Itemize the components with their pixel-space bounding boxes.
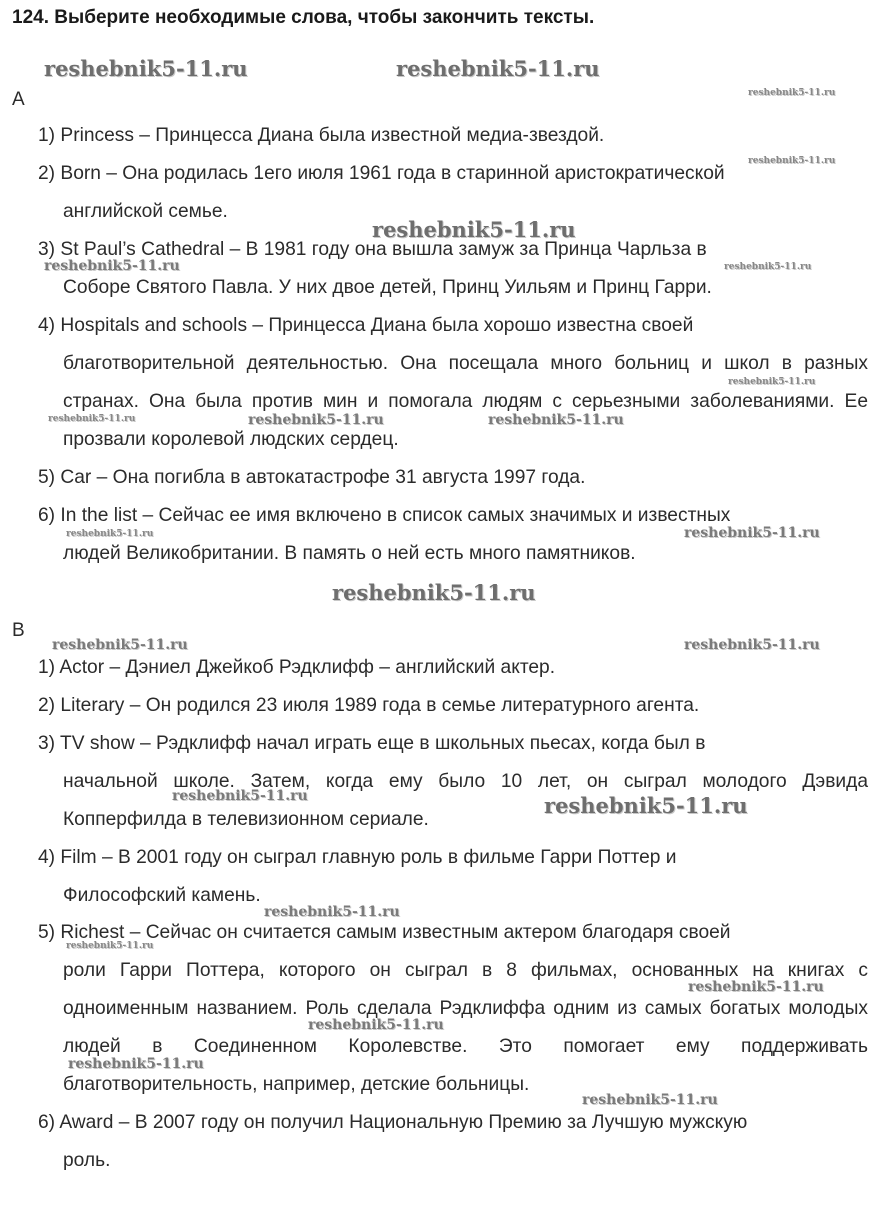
watermark: reshebnik5-11.ru bbox=[684, 525, 820, 541]
watermark: reshebnik5-11.ru bbox=[688, 979, 824, 995]
watermark: reshebnik5-11.ru bbox=[264, 904, 400, 920]
watermark: reshebnik5-11.ru bbox=[582, 1092, 718, 1108]
section-b-item-4: 4) Film – В 2001 году он сыграл главную роль в фильме Гарри Поттер и Философский камень. bbox=[38, 847, 677, 906]
section-a-item-2: 2) Born – Она родилась 1его июля 1961 года в старинной аристократической английской семье. bbox=[38, 163, 725, 222]
section-a-item-6: 6) In the list – Сейчас ее имя включено в список самых значимых и известных людей Великобритании. В память о ней есть много памятников. bbox=[38, 505, 731, 564]
watermark: reshebnik5-11.ru bbox=[372, 217, 576, 242]
watermark: reshebnik5-11.ru bbox=[332, 580, 536, 605]
watermark: reshebnik5-11.ru bbox=[748, 156, 836, 166]
watermark: reshebnik5-11.ru bbox=[48, 414, 136, 424]
watermark: reshebnik5-11.ru bbox=[248, 412, 384, 428]
section-b-item-3: 3) TV show – Рэдклифф начал играть еще в школьных пьесах, когда был в начальной школе. Затем, когда ему было 10 лет, он сыграл молодого Дэвида Копперфилда в телевизионном сериале. bbox=[38, 733, 868, 830]
section-a-item-5: 5) Car – Она погибла в автокатастрофе 31 августа 1997 года. bbox=[38, 467, 586, 488]
section-b-item-1: 1) Actor – Дэниел Джейкоб Рэдклифф – английский актер. bbox=[38, 657, 556, 678]
watermark: reshebnik5-11.ru bbox=[52, 637, 188, 653]
section-b-item-2: 2) Literary – Он родился 23 июля 1989 года в семье литературного агента. bbox=[38, 695, 700, 716]
watermark: reshebnik5-11.ru bbox=[396, 56, 600, 81]
watermark: reshebnik5-11.ru bbox=[68, 1056, 204, 1072]
watermark: reshebnik5-11.ru bbox=[66, 941, 154, 951]
section-a-item-4: 4) Hospitals and schools – Принцесса Диана была хорошо известна своей благотворительной деятельностью. Она посещала много больниц и школ в разных странах. Она была против мин и помогала людям с серьезными заболеваниями. Ее прозвали королевой людских сердец. bbox=[38, 315, 868, 450]
watermark: reshebnik5-11.ru bbox=[66, 529, 154, 539]
watermark: reshebnik5-11.ru bbox=[488, 412, 624, 428]
watermark: reshebnik5-11.ru bbox=[728, 377, 816, 387]
section-a-item-1: 1) Princess – Принцесса Диана была известной медиа-звездой. bbox=[38, 125, 605, 146]
watermark: reshebnik5-11.ru bbox=[748, 88, 836, 98]
section-a-item-3: 3) St Paul’s Cathedral – В 1981 году она вышла замуж за Принца Чарльза в Соборе Святого Павла. У них двое детей, Принц Уильям и Принц Гарри. bbox=[38, 239, 712, 298]
watermark: reshebnik5-11.ru bbox=[724, 262, 812, 272]
watermark: reshebnik5-11.ru bbox=[44, 56, 248, 81]
section-a-label: A bbox=[12, 89, 25, 110]
watermark: reshebnik5-11.ru bbox=[172, 788, 308, 804]
watermark: reshebnik5-11.ru bbox=[44, 258, 180, 274]
section-b-item-6: 6) Award – В 2007 году он получил Национальную Премию за Лучшую мужскую роль. bbox=[38, 1112, 748, 1171]
section-b-label: B bbox=[12, 620, 25, 641]
watermark: reshebnik5-11.ru bbox=[308, 1017, 444, 1033]
watermark: reshebnik5-11.ru bbox=[544, 793, 748, 818]
section-b-item-5: 5) Richest – Сейчас он считается самым известным актером благодаря своей роли Гарри Поттера, которого он сыграл в 8 фильмах, основанных на книгах с одноименным названием. Роль сделала Рэдклиффа одним из самых богатых молодых людей в Соединенном Королевстве. Это помогает ему поддерживать благотворительность, например, детские больницы. bbox=[38, 922, 868, 1095]
exercise-title: 124. Выберите необходимые слова, чтобы закончить тексты. bbox=[12, 7, 595, 28]
watermark: reshebnik5-11.ru bbox=[684, 637, 820, 653]
